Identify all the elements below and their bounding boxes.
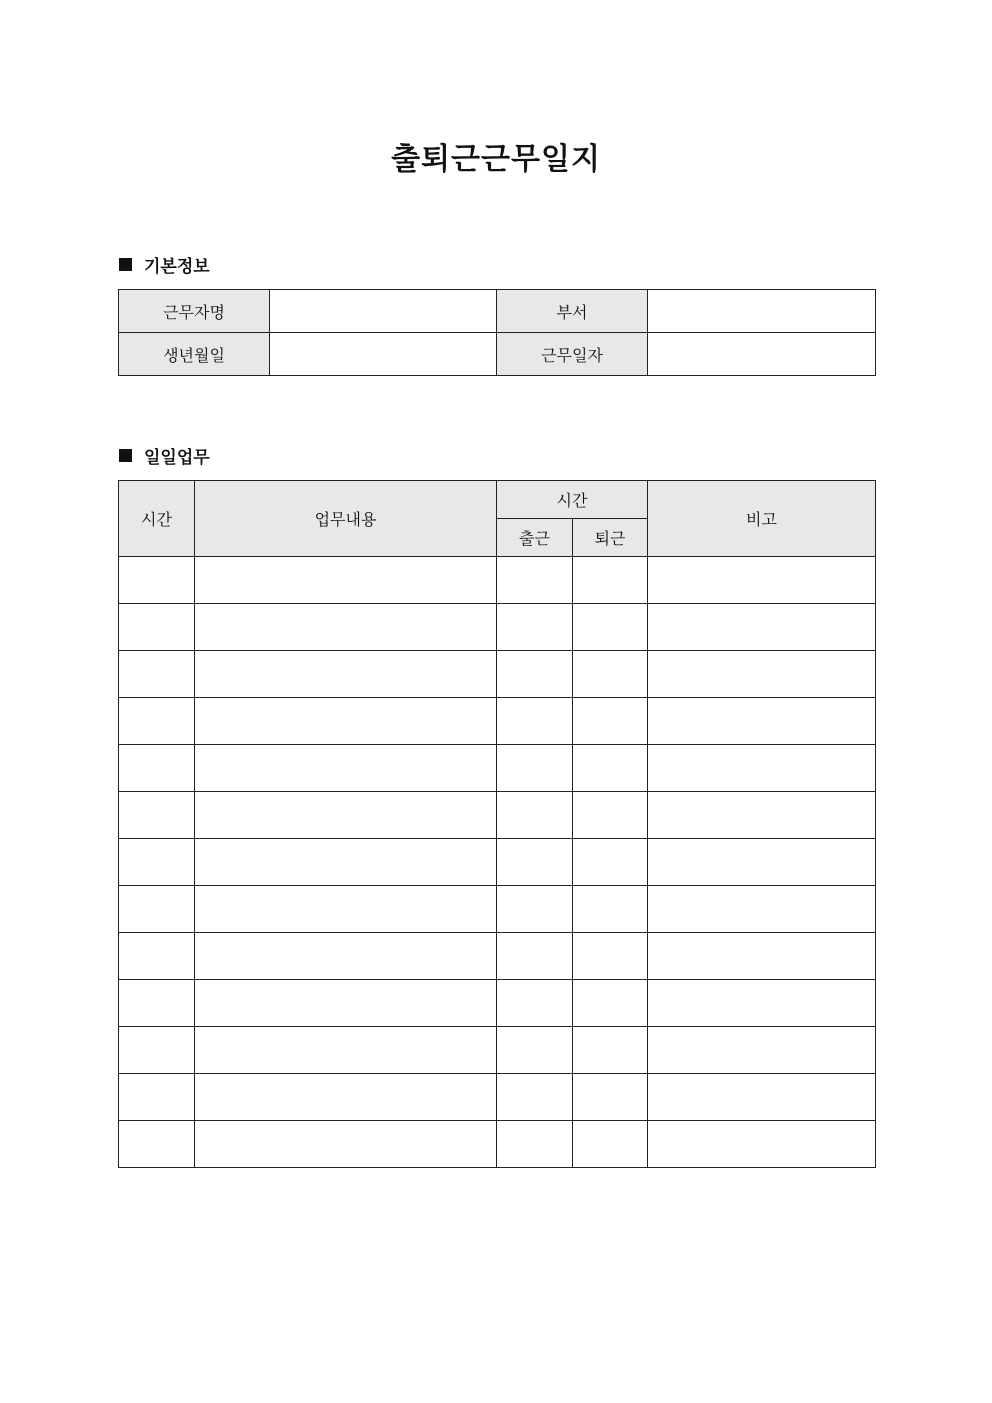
check-in-cell[interactable] <box>497 557 573 604</box>
remarks-cell[interactable] <box>648 792 876 839</box>
table-header-row <box>119 481 876 519</box>
time-cell[interactable] <box>119 839 195 886</box>
table-row <box>119 557 876 604</box>
time-cell[interactable] <box>119 745 195 792</box>
column-header-remarks: 비고 <box>648 481 876 557</box>
department-field[interactable] <box>648 290 876 333</box>
square-bullet-icon <box>119 449 132 462</box>
content-cell[interactable] <box>195 886 497 933</box>
time-cell[interactable] <box>119 792 195 839</box>
content-cell[interactable] <box>195 839 497 886</box>
check-out-cell[interactable] <box>573 886 648 933</box>
section-heading-label: 일일업무 <box>144 447 210 468</box>
remarks-cell[interactable] <box>648 604 876 651</box>
table-row <box>119 745 876 792</box>
time-cell[interactable] <box>119 1121 195 1168</box>
time-cell[interactable] <box>119 651 195 698</box>
time-cell[interactable] <box>119 933 195 980</box>
check-in-cell[interactable] <box>497 886 573 933</box>
section-heading-label: 기본정보 <box>144 256 210 277</box>
worker-name-label: 근무자명 <box>119 290 270 333</box>
remarks-cell[interactable] <box>648 980 876 1027</box>
basic-info-table <box>118 289 876 376</box>
table-row <box>119 980 876 1027</box>
remarks-cell[interactable] <box>648 698 876 745</box>
daily-work-table <box>118 480 876 1168</box>
check-out-cell[interactable] <box>573 792 648 839</box>
remarks-cell[interactable] <box>648 745 876 792</box>
content-cell[interactable] <box>195 933 497 980</box>
work-date-field[interactable] <box>648 333 876 376</box>
remarks-cell[interactable] <box>648 1027 876 1074</box>
check-in-cell[interactable] <box>497 839 573 886</box>
time-cell[interactable] <box>119 1074 195 1121</box>
content-cell[interactable] <box>195 698 497 745</box>
column-header-time-group: 시간 <box>497 481 648 519</box>
content-cell[interactable] <box>195 604 497 651</box>
department-label: 부서 <box>497 290 648 333</box>
time-cell[interactable] <box>119 886 195 933</box>
table-row <box>119 792 876 839</box>
check-out-cell[interactable] <box>573 1074 648 1121</box>
content-cell[interactable] <box>195 1027 497 1074</box>
column-header-time: 시간 <box>119 481 195 557</box>
column-header-content: 업무내용 <box>195 481 497 557</box>
content-cell[interactable] <box>195 1074 497 1121</box>
info-row <box>119 290 876 333</box>
check-out-cell[interactable] <box>573 1121 648 1168</box>
check-out-cell[interactable] <box>573 980 648 1027</box>
section-heading-basic-info <box>119 252 210 276</box>
remarks-cell[interactable] <box>648 557 876 604</box>
check-out-cell[interactable] <box>573 933 648 980</box>
remarks-cell[interactable] <box>648 886 876 933</box>
check-out-cell[interactable] <box>573 604 648 651</box>
section-heading-daily-work <box>119 443 210 467</box>
check-in-cell[interactable] <box>497 933 573 980</box>
info-row <box>119 333 876 376</box>
daily-work-rows <box>119 557 876 1168</box>
remarks-cell[interactable] <box>648 933 876 980</box>
table-row <box>119 651 876 698</box>
work-date-label: 근무일자 <box>497 333 648 376</box>
remarks-cell[interactable] <box>648 1121 876 1168</box>
time-cell[interactable] <box>119 698 195 745</box>
table-row <box>119 604 876 651</box>
check-out-cell[interactable] <box>573 557 648 604</box>
check-out-cell[interactable] <box>573 651 648 698</box>
content-cell[interactable] <box>195 792 497 839</box>
check-in-cell[interactable] <box>497 745 573 792</box>
remarks-cell[interactable] <box>648 839 876 886</box>
check-out-cell[interactable] <box>573 839 648 886</box>
table-row <box>119 698 876 745</box>
birth-date-field[interactable] <box>270 333 497 376</box>
table-row <box>119 886 876 933</box>
content-cell[interactable] <box>195 1121 497 1168</box>
check-in-cell[interactable] <box>497 698 573 745</box>
column-header-check-in: 출근 <box>497 519 573 557</box>
check-out-cell[interactable] <box>573 698 648 745</box>
time-cell[interactable] <box>119 1027 195 1074</box>
table-row <box>119 839 876 886</box>
check-in-cell[interactable] <box>497 1027 573 1074</box>
remarks-cell[interactable] <box>648 651 876 698</box>
square-bullet-icon <box>119 258 132 271</box>
table-row <box>119 1121 876 1168</box>
check-in-cell[interactable] <box>497 1121 573 1168</box>
table-row <box>119 933 876 980</box>
time-cell[interactable] <box>119 604 195 651</box>
time-cell[interactable] <box>119 980 195 1027</box>
birth-date-label: 생년월일 <box>119 333 270 376</box>
check-in-cell[interactable] <box>497 980 573 1027</box>
table-row <box>119 1074 876 1121</box>
document-title: 출퇴근근무일지 <box>391 142 601 177</box>
check-out-cell[interactable] <box>573 1027 648 1074</box>
worker-name-field[interactable] <box>270 290 497 333</box>
content-cell[interactable] <box>195 557 497 604</box>
content-cell[interactable] <box>195 651 497 698</box>
content-cell[interactable] <box>195 980 497 1027</box>
column-header-check-out: 퇴근 <box>573 519 648 557</box>
check-in-cell[interactable] <box>497 1074 573 1121</box>
check-in-cell[interactable] <box>497 651 573 698</box>
remarks-cell[interactable] <box>648 1074 876 1121</box>
check-in-cell[interactable] <box>497 792 573 839</box>
time-cell[interactable] <box>119 557 195 604</box>
table-row <box>119 1027 876 1074</box>
check-in-cell[interactable] <box>497 604 573 651</box>
check-out-cell[interactable] <box>573 745 648 792</box>
content-cell[interactable] <box>195 745 497 792</box>
